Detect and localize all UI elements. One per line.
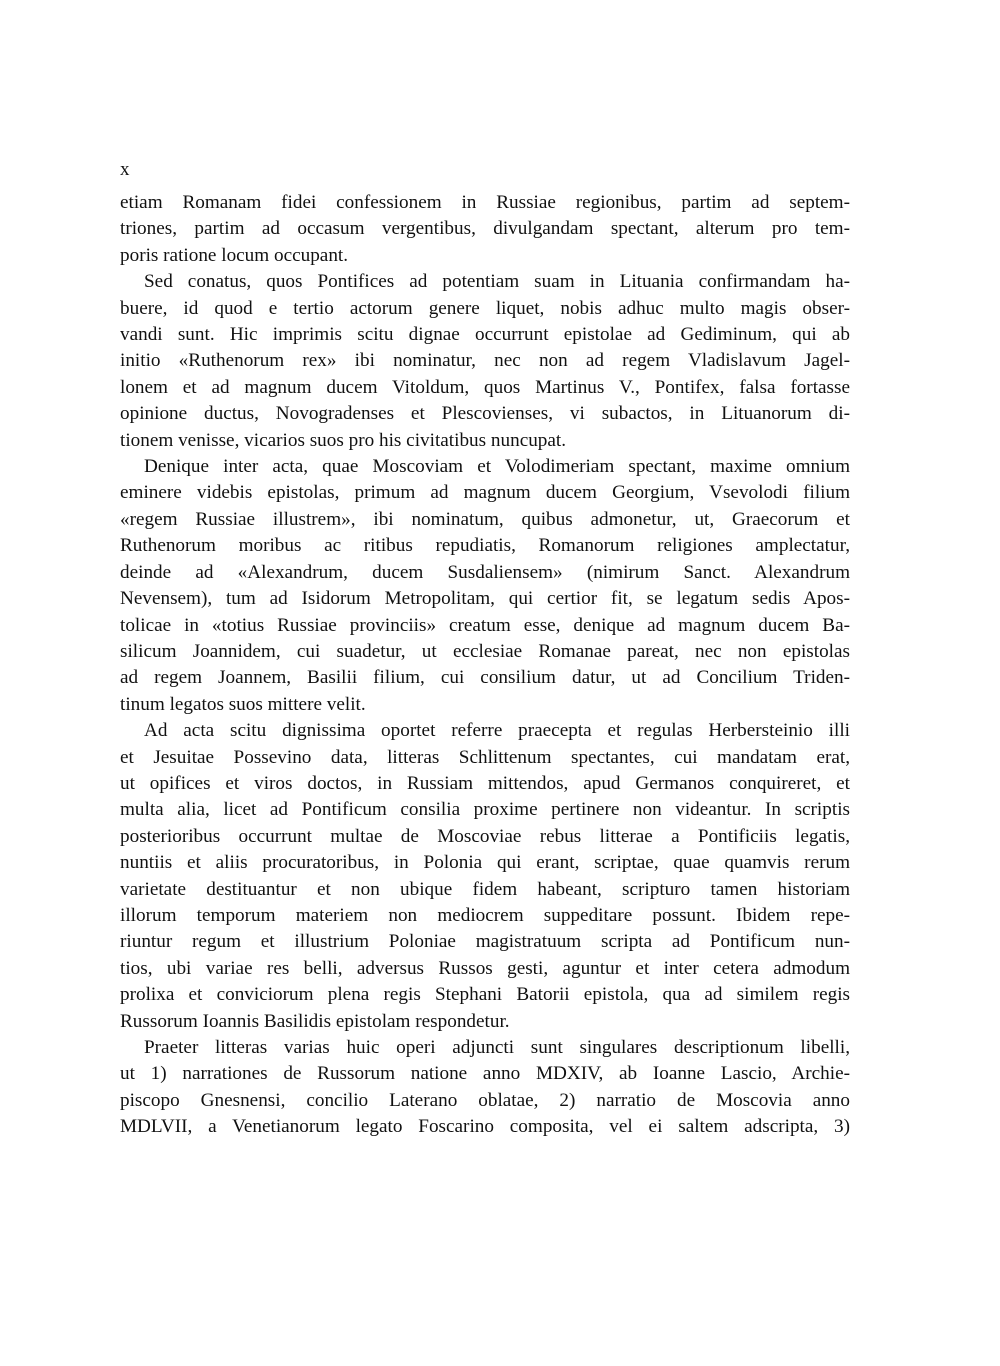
paragraph-1	[120, 190, 850, 269]
text-line: ad regem Joannem, Basilii filium, cui consilium datur, ut ad Concilium Triden-	[120, 667, 850, 689]
text-line: vandi sunt. Hic imprimis scitu dignae occurrunt epistolae ad Gediminum, qui ab	[120, 324, 850, 346]
text-line: Ad acta scitu dignissima oportet referre praecepta et regulas Herbersteinio illi	[144, 720, 850, 742]
text-line: illorum temporum materiem non mediocrem suppeditare possunt. Ibidem repe-	[120, 904, 850, 926]
text-line: triones, partim ad occasum vergentibus, divulgandam spectant, alterum pro tem-	[120, 218, 850, 240]
page-number: x	[120, 159, 130, 180]
paragraph-5	[120, 1035, 850, 1141]
text-line: Russorum Ioannis Basilidis epistolam respondetur.	[120, 1010, 510, 1032]
text-line: MDLVII, a Venetianorum legato Foscarino composita, vel ei saltem adscripta, 3)	[120, 1116, 850, 1138]
text-line: posterioribus occurrunt multae de Moscoviae rebus litterae a Pontificiis legatis,	[120, 825, 850, 847]
text-line: nuntiis et aliis procuratoribus, in Polonia qui erant, scriptae, quae quamvis rerum	[120, 852, 850, 874]
body-text	[120, 190, 850, 1141]
text-line: deinde ad «Alexandrum, ducem Susdaliensem» (nimirum Sanct. Alexandrum	[120, 561, 850, 583]
text-line: varietate destituantur et non ubique fidem habeant, scripturo tamen historiam	[120, 878, 850, 900]
text-line: initio «Ruthenorum rex» ibi nominatur, nec non ad regem Vladislavum Jagel-	[120, 350, 850, 372]
text-line: lonem et ad magnum ducem Vitoldum, quos Martinus V., Pontifex, falsa fortasse	[120, 376, 850, 398]
text-line: eminere videbis epistolas, primum ad magnum ducem Georgium, Vsevolodi filium	[120, 482, 850, 504]
text-line: tios, ubi variae res belli, adversus Russos gesti, aguntur et inter cetera admodum	[120, 957, 850, 979]
text-line: ut opifices et viros doctos, in Russiam mittendos, apud Germanos conquireret, et	[120, 772, 850, 794]
text-line: riuntur regum et illustrium Poloniae magistratuum scripta ad Pontificum nun-	[120, 931, 850, 953]
text-line: prolixa et conviciorum plena regis Stephani Batorii epistola, qua ad similem regis	[120, 984, 850, 1006]
text-line: opinione ductus, Novogradenses et Plescovienses, vi subactos, in Lituanorum di-	[120, 403, 850, 425]
paragraph-3	[120, 454, 850, 718]
text-line: silicum Joannidem, cui suadetur, ut ecclesiae Romanae pareat, nec non epistolas	[120, 640, 850, 662]
text-line: tolicae in «totius Russiae provinciis» creatum esse, denique ad magnum ducem Ba-	[120, 614, 850, 636]
text-line: «regem Russiae illustrem», ibi nominatum, quibus admonetur, ut, Graecorum et	[120, 508, 850, 530]
text-line: piscopo Gnesnensi, concilio Laterano oblatae, 2) narratio de Moscovia anno	[120, 1089, 850, 1111]
text-line: Praeter litteras varias huic operi adjuncti sunt singulares descriptionum libelli,	[144, 1037, 850, 1058]
text-line: Ruthenorum moribus ac ritibus repudiatis, Romanorum religiones amplectatur,	[120, 535, 850, 557]
text-line: Denique inter acta, quae Moscoviam et Volodimeriam spectant, maxime omnium	[144, 456, 850, 478]
text-line: et Jesuitae Possevino data, litteras Schlittenum spectantes, cui mandatam erat,	[120, 746, 850, 768]
text-line: ut 1) narrationes de Russorum natione anno MDXIV, ab Ioanne Lascio, Archie-	[120, 1063, 850, 1085]
text-line: tinum legatos suos mittere velit.	[120, 693, 366, 715]
text-line: Nevensem), tum ad Isidorum Metropolitam, qui certior fit, se legatum sedis Apos-	[120, 588, 850, 610]
paragraph-4	[120, 718, 850, 1035]
paragraph-2	[120, 269, 850, 454]
text-line: poris ratione locum occupant.	[120, 244, 349, 266]
text-line: multa alia, licet ad Pontificum consilia proxime pertinere non videantur. In scriptis	[120, 799, 850, 821]
text-line: buere, id quod e tertio actorum genere liquet, nobis adhuc multo magis obser-	[120, 297, 850, 319]
text-line: Sed conatus, quos Pontifices ad potentiam suam in Lituania confirmandam ha-	[144, 271, 850, 293]
text-line: tionem venisse, vicarios suos pro his civitatibus nuncupat.	[120, 429, 567, 451]
text-line: etiam Romanam fidei confessionem in Russiae regionibus, partim ad septem-	[120, 192, 850, 213]
